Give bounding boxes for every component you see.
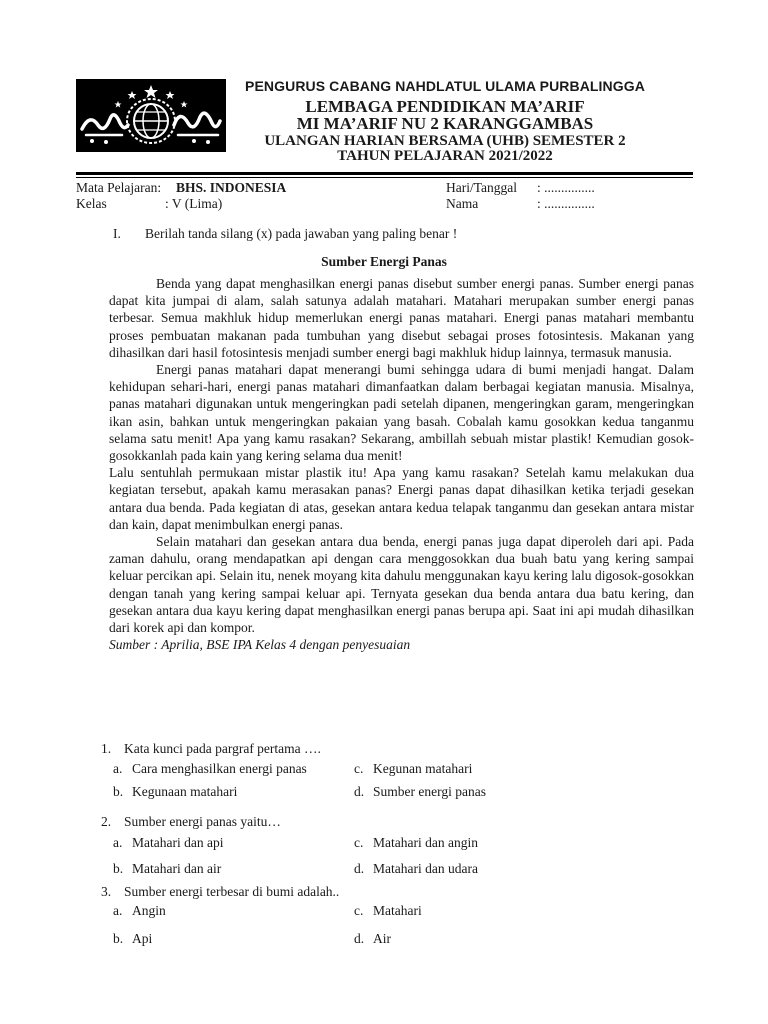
class-label: Kelas [76,196,107,211]
section-number: I. [113,226,121,241]
option-d[interactable] [354,931,391,947]
question-stem [101,884,339,900]
option-b[interactable] [113,784,237,800]
passage-paragraph: Benda yang dapat menghasilkan energi panas disebut sumber energi panas. Sumber energi panas dapat kita jumpai di alam, salah satunya adalah matahari. Matahari merupakan sumber energi panas terbesar. Semua makhluk hidup memerlukan energi panas matahari. Energi panas matahari membantu proses pembuatan makanan pada tumbuhan yang disebut sebagai proses fotosintesis. Makanan yang dihasilkan dari hasil fotosintesis menjadi sumber energi bagi makhluk hidup lainnya, termasuk manusia. [109,276,694,360]
option-letter: d. [354,931,365,946]
passage-paragraph: Selain matahari dan gesekan antara dua benda, energi panas juga dapat diperoleh dari api. Pada zaman dahulu, orang mendapatkan api dengan cara menggosokkan dua buah batu yang kering sampai keluar percikan api. Selain itu, nenek moyang kita dahulu menggunakan kayu kering lalu digosok-gosokkan dengan tanah yang kering sampai keluar api. Ternyata gesekan dua benda antara dua batu kering, dan gesekan antara dua kayu kering dapat menghasilkan energi panas berupa api. Saat ini api mudah dihasilkan dari korek api dan kompor. [109,534,694,636]
answer-options [101,900,422,956]
passage-title: Sumber Energi Panas [321,254,447,269]
question-1 [101,741,486,813]
answer-options [101,830,478,886]
option-text: Matahari [373,903,422,918]
academic-year: TAHUN PELAJARAN 2021/2022 [337,148,553,164]
option-a[interactable] [113,835,223,851]
option-a[interactable] [113,761,307,777]
question-number: 3. [101,884,112,899]
option-d[interactable] [354,861,478,877]
option-text: Matahari dan api [132,835,224,850]
option-letter: b. [113,784,124,799]
option-letter: a. [113,835,123,850]
exam-name: ULANGAN HARIAN BERSAMA (UHB) SEMESTER 2 [264,133,626,149]
name-field[interactable]: : ............... [537,196,595,211]
option-b[interactable] [113,861,221,877]
answer-options [101,757,486,813]
question-number: 2. [101,814,112,829]
option-letter: a. [113,761,123,776]
header-divider [76,172,693,175]
question-text: Sumber energi panas yaitu… [124,814,281,829]
question-2 [101,814,478,886]
subject-label: Mata Pelajaran: [76,180,162,195]
passage-paragraph: Lalu sentuhlah permukaan mistar plastik itu! Apa yang kamu rasakan? Setelah kamu melakukan dua kegiatan tersebut, apakah kamu merasakan panas? Energi panas dapat dihasilkan ketika terjadi gesekan antara dua benda. Pada kegiatan di atas, gesekan antara kedua telapak tanganmu dan gesekan antara mistar dan kain, dapat menimbulkan energi panas. [109,465,694,532]
option-text: Kegunaan matahari [132,784,238,799]
passage-source: Sumber : Aprilia, BSE IPA Kelas 4 dengan penyesuaian [109,637,411,653]
option-c[interactable] [354,903,422,919]
option-letter: c. [354,903,364,918]
option-letter: b. [113,931,124,946]
section-instruction [113,226,457,242]
option-text: Air [373,931,391,946]
institution-name: LEMBAGA PENDIDIKAN MA’ARIF [305,97,585,116]
subject-value: BHS. INDONESIA [176,180,287,195]
option-c[interactable] [354,835,478,851]
question-stem [101,814,281,830]
question-stem [101,741,321,757]
option-letter: a. [113,903,123,918]
option-text: Api [132,931,153,946]
option-letter: c. [354,835,364,850]
question-text: Kata kunci pada pargraf pertama …. [124,741,321,756]
option-text: Matahari dan air [132,861,222,876]
option-text: Cara menghasilkan energi panas [132,761,307,776]
option-letter: c. [354,761,364,776]
option-letter: d. [354,784,365,799]
option-letter: d. [354,861,365,876]
class-value: : V (Lima) [165,196,223,211]
name-label: Nama [446,196,479,211]
option-text: Kegunan matahari [373,761,473,776]
passage-paragraph: Energi panas matahari dapat menerangi bumi sehingga udara di bumi menjadi hangat. Dalam kehidupan sehari-hari, energi panas matahari dimanfaatkan dalam berbagai kegiatan manusia. Misalnya, panas matahari digunakan untuk mengeringkan padi setelah dipanen, mengeringkan garam, mengeringkan ikan asin, bahkan untuk mengeringkan pakaian yang basah. Cobalah kamu gosokkan kedua tanganmu selama satu menit! Apa yang kamu rasakan? Sekarang, ambillah sebuah mistar plastik! Kemudian gosok-gosokkanlah pada kain yang kering selama dua menit! [109,362,694,464]
day-date-field[interactable]: : ............... [537,180,595,195]
option-text: Matahari dan angin [373,835,478,850]
option-d[interactable] [354,784,486,800]
option-b[interactable] [113,931,152,947]
question-text: Sumber energi terbesar di bumi adalah.. [124,884,340,899]
nu-logo [76,79,226,152]
question-3 [101,884,422,956]
question-number: 1. [101,741,112,756]
option-letter: b. [113,861,124,876]
option-c[interactable] [354,761,472,777]
day-date-label: Hari/Tanggal [446,180,518,195]
header-divider-thin [76,177,693,178]
option-a[interactable] [113,903,166,919]
school-name: MI MA’ARIF NU 2 KARANGGAMBAS [296,114,594,133]
instruction-text: Berilah tanda silang (x) pada jawaban yang paling benar ! [145,226,458,241]
org-name: PENGURUS CABANG NAHDLATUL ULAMA PURBALINGGA [245,78,645,94]
reading-passage [109,275,694,653]
option-text: Sumber energi panas [373,784,486,799]
option-text: Matahari dan udara [373,861,478,876]
option-text: Angin [132,903,166,918]
